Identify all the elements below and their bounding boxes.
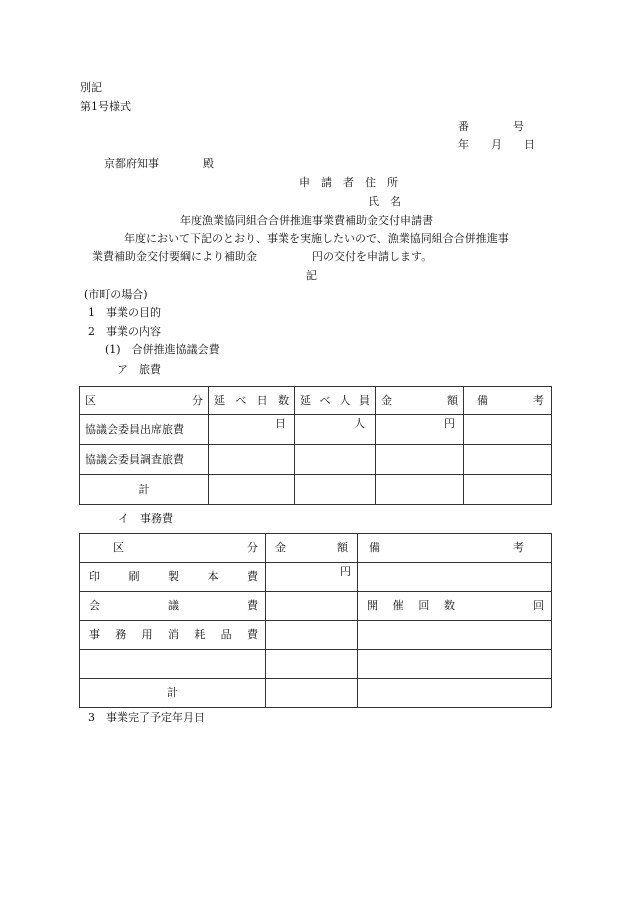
row-label: 協議会委員調査旅費 [80,445,209,475]
persons-cell[interactable] [295,475,376,505]
amount-cell[interactable]: 円 [376,415,464,445]
sub-item-i: イ 事務費 [118,512,173,525]
remarks-cell[interactable] [358,679,552,708]
case-note: (市町の場合) [84,288,148,301]
body-text-line-1: 年度において下記のとおり、事業を実施したいので、漁業協同組合合併推進事 [124,232,509,245]
amount-cell[interactable] [266,679,358,708]
amount-cell[interactable] [266,592,358,621]
item-1: 1 事業の目的 [88,306,161,319]
days-cell[interactable] [209,475,295,505]
body-text-line-2: 業費補助金交付要綱により補助金 円の交付を申請します。 [92,250,433,263]
row-label[interactable] [80,650,266,679]
ki-label: 記 [306,269,317,282]
amount-cell[interactable] [266,621,358,650]
total-label: 計 [80,475,209,505]
document-title: 年度漁業協同組合合併推進事業費補助金交付申請書 [180,214,433,227]
table-row [80,445,552,475]
header-total-days: 延 べ 日 数 [209,387,295,415]
table-row [80,592,552,621]
header-category: 区 分 [80,387,209,415]
header-total-persons: 延 べ 人 員 [295,387,376,415]
appendix-label: 別記 [80,81,102,94]
header-amount: 金 額 [376,387,464,415]
table-header-row [80,534,552,563]
remarks-cell[interactable] [358,650,552,679]
table-total-row [80,475,552,505]
header-amount: 金 額 [266,534,358,563]
table-header-row [80,387,552,415]
header-category: 区 分 [80,534,266,563]
persons-cell[interactable] [295,445,376,475]
item-2-1: (1) 合併推進協議会費 [105,343,220,356]
item-2: 2 事業の内容 [88,325,161,338]
row-label: 会 議 費 [80,592,266,621]
table-row [80,621,552,650]
table-row [80,650,552,679]
remarks-cell[interactable] [358,621,552,650]
sub-item-a: ア 旅費 [117,363,161,376]
document-number-label: 番 号 [458,120,524,133]
table-total-row [80,679,552,708]
applicant-name-label: 氏 名 [368,195,401,208]
meeting-count-cell[interactable]: 開 催 回 数 回 [358,592,552,621]
amount-cell[interactable] [376,445,464,475]
persons-cell[interactable]: 人 [295,415,376,445]
row-label: 印 刷 製 本 費 [80,563,266,592]
form-number-label: 第1号様式 [80,100,131,113]
remarks-cell[interactable] [358,563,552,592]
table-row [80,563,552,592]
addressee: 京都府知事 殿 [104,157,214,170]
amount-cell[interactable] [266,650,358,679]
row-label: 事 務 用 消 耗 品 費 [80,621,266,650]
remarks-cell[interactable] [464,445,552,475]
remarks-cell[interactable] [464,475,552,505]
office-expense-table [79,533,552,708]
header-remarks: 備 考 [358,534,552,563]
amount-cell[interactable]: 円 [266,563,358,592]
remarks-cell[interactable] [464,415,552,445]
days-cell[interactable]: 日 [209,415,295,445]
header-remarks: 備 考 [464,387,552,415]
amount-cell[interactable] [376,475,464,505]
date-label: 年 月 日 [458,138,535,151]
row-label: 協議会委員出席旅費 [80,415,209,445]
applicant-address-label: 申 請 者 住 所 [299,176,398,189]
travel-expense-table [79,386,552,505]
table-row [80,415,552,445]
item-3: 3 事業完了予定年月日 [88,711,205,724]
days-cell[interactable] [209,445,295,475]
total-label: 計 [80,679,266,708]
